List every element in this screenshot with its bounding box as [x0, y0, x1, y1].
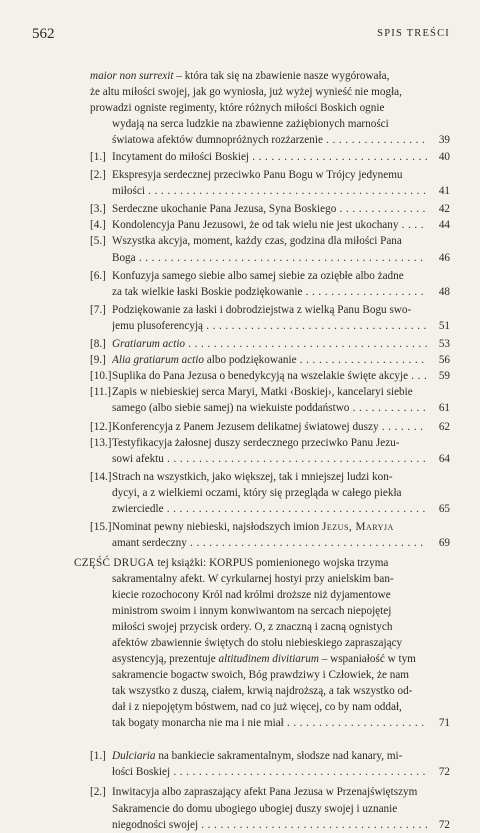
toc-list	[0, 149, 480, 555]
entry-line: kiecie rozochocony Król nad królmi droższe niż dyjamentowe	[112, 589, 391, 602]
entry-text: tak bogaty monarcha nie ma i nie miał . . .	[112, 717, 427, 729]
entry-text: Serdeczne ukochanie Pana Jezusa, Syna Boskiego . . .	[112, 203, 427, 215]
page-ref: 51	[438, 319, 450, 332]
toc-entry	[0, 469, 480, 519]
entry-line	[112, 435, 442, 451]
entry-text: amant serdeczny . . .	[112, 537, 427, 549]
entry-line-last	[112, 149, 427, 165]
page-ref: 42	[438, 203, 450, 216]
entry-line: miłości swojej przycisk ordery. O, z znaczną i zacną ognistych	[112, 621, 393, 634]
entry-line: że altu miłości swojej, jak go wyniosła, już wyżej wynieść nie mogła,	[90, 86, 402, 98]
entry-line	[112, 469, 442, 485]
page-ref: 53	[438, 338, 450, 351]
toc-entry	[0, 748, 480, 784]
entry-text: tej książki: KORPUS pomienionego wojska trzyma	[154, 557, 389, 570]
page-ref: 40	[438, 151, 450, 163]
toc-entry	[0, 519, 480, 555]
entry-line	[112, 233, 442, 249]
entry-line	[112, 268, 442, 284]
entry-number: [13.]	[90, 436, 112, 449]
entry-text: Alia gratiarum actio albo podziękowanie . . .	[112, 354, 427, 366]
entry-line-last	[112, 400, 427, 416]
entry-number: [9.]	[90, 354, 106, 367]
entry-line-last	[112, 352, 427, 368]
entry-line-last	[112, 318, 427, 334]
page-header	[32, 26, 450, 46]
page-ref: 71	[438, 717, 450, 730]
entry-number: [10.]	[90, 370, 112, 383]
entry-number: [11.]	[90, 386, 112, 399]
page-ref: 48	[438, 285, 450, 298]
entry-text: dycyi, a z wielkiemi oczami, który się przegląda w całego piekła	[112, 486, 402, 499]
entry-text: asystencyją, prezentuje	[112, 653, 219, 666]
entry-text: Nominat pewny niebieski, najsłodszych imion Jezus, Maryja	[112, 521, 394, 534]
toc-entry	[0, 149, 480, 167]
entry-text: łości Boskiej . . .	[112, 766, 427, 778]
entry-line-last	[112, 501, 427, 517]
entry-text: niegodności swojej . . .	[112, 819, 427, 831]
toc-entry	[0, 368, 480, 384]
entry-text: Boga . . .	[112, 252, 427, 264]
entry-line: ministrom swoim i innym konwiwantom na sercach niepojętej	[112, 605, 392, 618]
entry-line-last	[112, 715, 427, 731]
entry-text: Kondolencyja Panu Jezusowi, że od tak wielu nie jest ukochany . . .	[112, 219, 427, 231]
entry-text: jemu plusoferencyją . . .	[112, 320, 427, 332]
page-ref: 65	[438, 502, 450, 515]
entry-line	[90, 68, 442, 84]
entry-number: [8.]	[90, 338, 106, 351]
table-of-contents	[0, 68, 480, 833]
entry-text: Inwitacyja albo zapraszający afekt Pana Jezusa w Przenajświętszym	[112, 786, 418, 799]
entry-number: [2.]	[90, 169, 106, 182]
page-ref: 41	[438, 185, 450, 198]
entry-text	[112, 338, 427, 350]
entry-line	[112, 651, 442, 667]
page-ref: 62	[438, 420, 450, 433]
entry-line: prowadzi ogniste regimenty, które różnych miłości Boskich ognie	[90, 102, 385, 114]
entry-line-last	[112, 183, 427, 199]
toc-entry	[0, 384, 480, 418]
page-ref: 64	[438, 452, 450, 465]
toc-entry	[0, 302, 480, 336]
entry-line	[74, 555, 442, 571]
entry-line	[112, 485, 442, 501]
page-ref: 39	[438, 134, 450, 146]
entry-line-last	[112, 368, 427, 384]
entry-number: [1.]	[90, 151, 106, 163]
toc-entry	[0, 201, 480, 217]
entry-line-last	[112, 419, 427, 435]
entry-line-last	[112, 284, 427, 300]
entry-text: – która tak się na zbawienie nasze wygórowała,	[173, 70, 390, 82]
entry-number: [15.]	[90, 521, 112, 534]
entry-line-last	[112, 250, 427, 266]
toc-entry	[0, 352, 480, 368]
entry-line-last	[112, 451, 427, 467]
entry-text: Ekspresyja serdecznej przeciwko Panu Bogu w Trójcy jedynemu	[112, 169, 403, 182]
toc-list-part-two	[0, 748, 480, 832]
entry-text: Wszystka akcyja, moment, każdy czas, godzina dla miłości Pana	[112, 235, 402, 248]
italic-title: Gratiarum actio	[112, 338, 186, 351]
entry-line	[112, 167, 442, 183]
entry-text: Suplika do Pana Jezusa o benedykcyją na wszelakie święte akcyje . . .	[112, 370, 427, 382]
entry-line	[112, 384, 442, 400]
page-ref: 46	[438, 251, 450, 264]
entry-number: [1.]	[90, 750, 106, 763]
entry-number: [5.]	[90, 235, 106, 248]
italic-title: Dulciaria	[112, 750, 156, 763]
toc-entry	[0, 336, 480, 352]
small-caps-names: Jezus, Maryja	[322, 521, 394, 534]
entry-line-last	[112, 132, 427, 148]
entry-line: sakramentalny afekt. W cyrkularnej hostyi przy anielskim ban-	[112, 573, 394, 586]
entry-text: Konferencyja z Panem Jezusem delikatnej światowej duszy . . .	[112, 421, 427, 433]
page-ref: 44	[438, 219, 450, 232]
entry-text: Sakramencie do domu ubogiego ubogiej duszy swojej i uznanie	[112, 802, 398, 815]
entry-line: afektów zbawiennie świętych do stołu niebieskiego zapraszający	[112, 637, 403, 650]
entry-text: Zapis w niebieskiej serca Maryi, Matki ‹Boskiej›, kancelaryi siebie	[112, 386, 413, 399]
entry-text: miłości . . .	[112, 185, 427, 197]
entry-line-last	[112, 217, 427, 233]
entry-text: Incytament do miłości Boskiej . . .	[112, 151, 427, 163]
entry-line: tak wszystko z duszą, ciałem, krwią najdroższą, a tak wszystko od-	[112, 685, 413, 698]
part-label: CZĘŚĆ DRUGA	[74, 557, 155, 570]
entry-number: [12.]	[90, 420, 112, 433]
entry-text: Testyfikacyja żałosnej duszy serdecznego przeciwko Panu Jezu-	[112, 436, 400, 449]
entry-line	[112, 748, 442, 764]
entry-number: [14.]	[90, 470, 112, 483]
page-ref: 56	[438, 354, 450, 367]
entry-line	[112, 784, 442, 800]
toc-entry	[0, 268, 480, 302]
entry-line: dał i z niepojętym bóstwem, nad co już więcej, co by nam oddał,	[112, 701, 402, 714]
toc-entry	[0, 419, 480, 435]
entry-line	[112, 302, 442, 318]
running-head: SPIS TREŚCI	[377, 28, 450, 39]
italic-title: Alia gratiarum actio	[112, 354, 204, 367]
entry-text: światowa afektów dumnopróżnych rozżarzenie . . .	[112, 134, 427, 146]
toc-entry-continuation	[0, 68, 480, 149]
entry-text: Dulciaria na bankiecie sakramentalnym, słodsze nad kanary, mi-	[112, 750, 403, 763]
page-ref: 72	[438, 766, 450, 779]
entry-number: [4.]	[90, 219, 106, 232]
page-ref: 72	[438, 818, 450, 831]
page-ref: 59	[438, 370, 450, 383]
entry-text: za tak wielkie łaski Boskie podziękowanie . . .	[112, 286, 427, 298]
toc-entry	[0, 435, 480, 469]
entry-text: sowi afektu . . .	[112, 453, 427, 465]
toc-entry	[0, 233, 480, 267]
entry-text: Konfuzyja samego siebie albo samej siebie za oziębłe albo żadne	[112, 269, 404, 282]
entry-line	[112, 801, 442, 817]
entry-text: – wspaniałość w tym	[318, 653, 416, 666]
toc-entry	[0, 217, 480, 233]
page-ref: 61	[438, 402, 450, 415]
entry-line	[112, 519, 442, 535]
entry-line: sakramencie bogactw swoich, Bóg prawdziwy i Człowiek, że nam	[112, 669, 409, 682]
toc-entry	[0, 784, 480, 832]
page-ref: 69	[438, 537, 450, 550]
entry-line: wydają na serca ludzkie na zbawienne zażiębionych marności	[112, 118, 389, 130]
entry-number: [7.]	[90, 303, 106, 316]
entry-text: samego (albo siebie samej) na wiekuiste poddaństwo . . .	[112, 402, 427, 414]
entry-number: [3.]	[90, 203, 106, 216]
entry-line-last	[112, 201, 427, 217]
entry-number: [2.]	[90, 786, 106, 799]
page-number: 562	[32, 26, 55, 42]
entry-line-last	[112, 535, 427, 551]
toc-part-two	[0, 555, 480, 748]
italic-title: altitudinem divitiarum	[218, 653, 319, 666]
toc-entry	[0, 167, 480, 201]
entry-text: Strach na wszystkich, jako większej, tak i mniejszej ludzi kon-	[112, 470, 393, 483]
italic-title: maior non surrexit	[90, 70, 174, 82]
entry-number: [6.]	[90, 269, 106, 282]
entry-line-last	[112, 764, 427, 780]
entry-line-last	[112, 817, 427, 833]
entry-text: Podziękowanie za łaski i dobrodziejstwa z wielką Panu Bogu swo-	[112, 303, 412, 316]
entry-text: zwierciedle . . .	[112, 503, 427, 515]
entry-line-last	[112, 336, 427, 352]
